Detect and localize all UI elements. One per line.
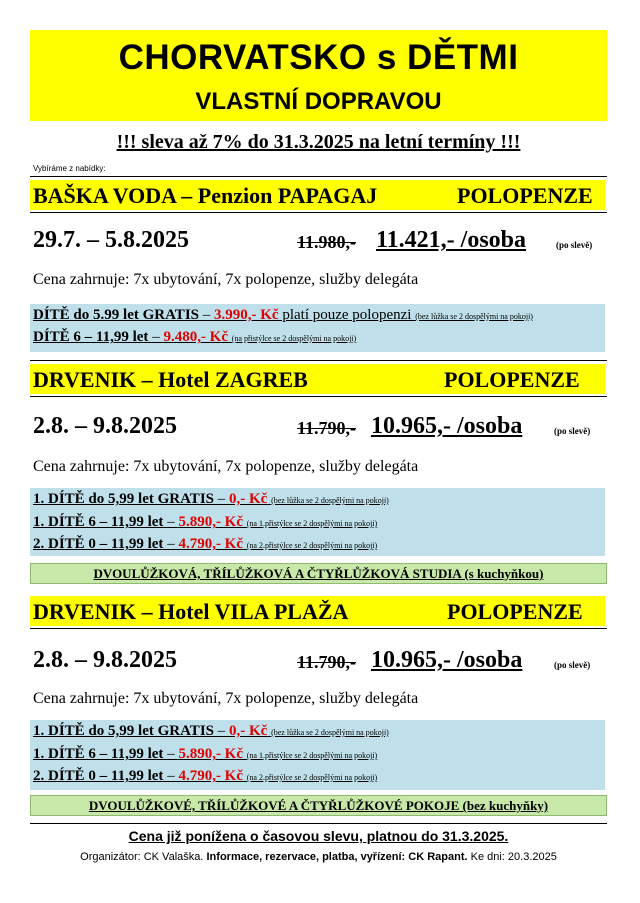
page-subtitle: VLASTNÍ DOPRAVOU	[195, 88, 442, 115]
after-discount-note: (po slevě)	[556, 240, 593, 250]
offer-dates: 29.7. – 5.8.2025	[33, 227, 189, 253]
organizer-line: Organizátor: CK Valaška. Informace, rezervace, platba, vyřízení: CK Rapant. Ke dni: 20.3.2025	[80, 851, 557, 863]
after-discount-note: (po slevě)	[554, 426, 591, 436]
discount-note: Cena již ponížena o časovou slevu, platnou do 31.3.2025.	[128, 828, 509, 844]
old-price: 11.980,-	[297, 232, 357, 252]
divider	[30, 628, 607, 629]
hotel-name: DRVENIK – Hotel VILA PLAŽA	[33, 599, 349, 624]
price-includes: Cena zahrnuje: 7x ubytování, 7x polopenze, služby delegáta	[33, 458, 419, 475]
offer-dates: 2.8. – 9.8.2025	[33, 413, 177, 439]
child-price-row: 1. DÍTĚ 6 – 11,99 let – 5.890,- Kč (na 1.přistýlce se 2 dospělými na pokoji)	[33, 514, 378, 530]
board-type: POLOPENZE	[447, 599, 583, 624]
divider	[30, 396, 607, 397]
page-title: CHORVATSKO s DĚTMI	[118, 38, 519, 77]
hotel-name: DRVENIK – Hotel ZAGREB	[33, 367, 308, 392]
child-price-row: 2. DÍTĚ 0 – 11,99 let – 4.790,- Kč (na 2.přistýlce se 2 dospělými na pokoji)	[33, 536, 378, 552]
price-includes: Cena zahrnuje: 7x ubytování, 7x polopenze, služby delegáta	[33, 690, 419, 707]
new-price: 10.965,- /osoba	[371, 647, 523, 673]
room-types: DVOULŮŽKOVÁ, TŘÍLŮŽKOVÁ A ČTYŘLŮŽKOVÁ STUDIA (s kuchyňkou)	[30, 563, 607, 584]
child-price-row: 1. DÍTĚ do 5,99 let GRATIS – 0,- Kč (bez lůžka se 2 dospělými na pokoji)	[33, 723, 389, 739]
child-price-row: DÍTĚ 6 – 11,99 let – 9.480,- Kč (na přistýlce se 2 dospělými na pokoji)	[33, 329, 357, 345]
selection-note: Vybíráme z nabídky:	[33, 164, 106, 173]
board-type: POLOPENZE	[457, 183, 593, 208]
room-types: DVOULŮŽKOVÉ, TŘÍLŮŽKOVÉ A ČTYŘLŮŽKOVÉ POKOJE (bez kuchyňky)	[30, 795, 607, 816]
divider	[30, 823, 607, 824]
child-price-row: 2. DÍTĚ 0 – 11,99 let – 4.790,- Kč (na 2.přistýlce se 2 dospělými na pokoji)	[33, 768, 378, 784]
divider	[30, 212, 607, 213]
child-price-row: DÍTĚ do 5.99 let GRATIS – 3.990,- Kč platí pouze polopenzi (bez lůžka se 2 dospělými na pokoji)	[33, 307, 533, 323]
after-discount-note: (po slevě)	[554, 660, 591, 670]
price-includes: Cena zahrnuje: 7x ubytování, 7x polopenze, služby delegáta	[33, 271, 419, 288]
promo-line: !!! sleva až 7% do 31.3.2025 na letní termíny !!!	[116, 131, 521, 153]
child-price-row: 1. DÍTĚ 6 – 11,99 let – 5.890,- Kč (na 1.přistýlce se 2 dospělými na pokoji)	[33, 746, 378, 762]
old-price: 11.790,-	[297, 418, 357, 438]
new-price: 11.421,- /osoba	[376, 227, 527, 253]
new-price: 10.965,- /osoba	[371, 413, 523, 439]
hotel-name: BAŠKA VODA – Penzion PAPAGAJ	[33, 183, 378, 208]
divider	[30, 360, 607, 361]
board-type: POLOPENZE	[444, 367, 580, 392]
offer-dates: 2.8. – 9.8.2025	[33, 647, 177, 673]
divider	[30, 176, 607, 177]
child-price-row: 1. DÍTĚ do 5,99 let GRATIS – 0,- Kč (bez lůžka se 2 dospělými na pokoji)	[33, 491, 389, 507]
old-price: 11.790,-	[297, 652, 357, 672]
